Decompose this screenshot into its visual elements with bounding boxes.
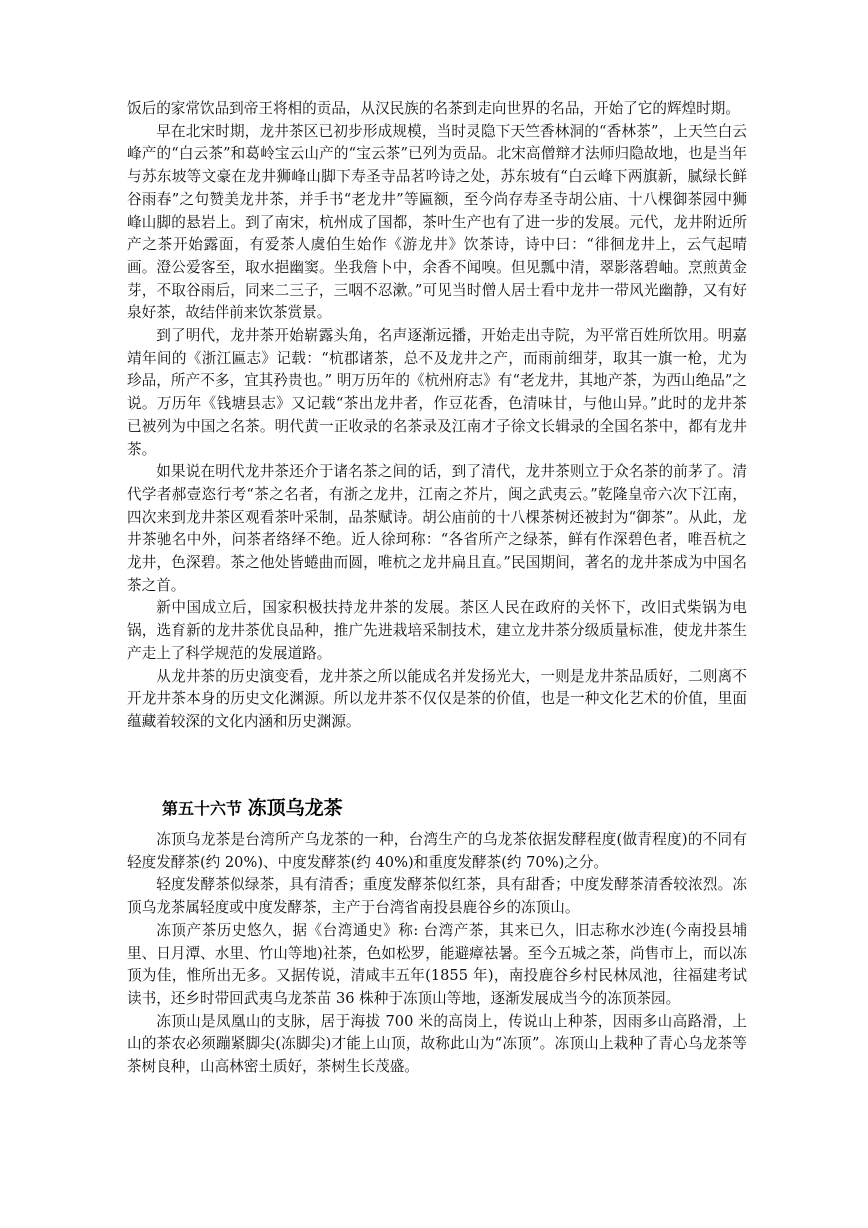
paragraph-intro: 冻顶乌龙茶是台湾所产乌龙茶的一种，台湾生产的乌龙茶依据发酵程度(做青程度)的不同有轻度发酵茶(约 20%)、中度发酵茶(约 40%)和重度发酵茶(约 70%)之分。 [127, 831, 747, 871]
paragraph-northern-song: 早在北宋时期，龙井茶区已初步形成规模，当时灵隐下天竺香林洞的“香林茶”，上天竺白云峰产的“白云茶”和葛岭宝云山产的“宝云茶”已列为贡品。北宋高僧辩才法师归隐故地，也是当年与苏东坡等文豪在龙井狮峰山脚下寿圣寺品茗吟诗之处，苏东坡有“白云峰下两旗新，腻绿长鲜谷雨春”之句赞美龙井茶，并手书“老龙井”等匾额，至今尚存寿圣寺胡公庙、十八棵御茶园中狮峰山脚的悬岩上。到了南宋，杭州成了国都，茶叶生产也有了进一步的发展。元代，龙井附近所产之茶开始露面，有爱茶人虞伯生始作《游龙井》饮茶诗，诗中曰：“徘徊龙井上，云气起晴画。澄公爱客至，取水挹幽窦。坐我詹卜中，余香不闻嗅。但见瓢中清，翠影落碧岫。烹煎黄金芽，不取谷雨后，同来二三子，三咽不忍漱。”可见当时僧人居士看中龙井一带风光幽静，又有好泉好茶，故结伴前来饮茶赏景。 [127, 122, 747, 322]
section-number: 第五十六节 [162, 799, 248, 818]
paragraph-history: 冻顶产茶历史悠久，据《台湾通史》称: 台湾产茶，其来已久，旧志称水沙连(今南投县埔里、日月潭、水里、竹山等地)社茶，色如松罗，能避瘴祛暑。至今五城之茶，尚售市上，而以冻顶为佳，惟所出无多。又据传说，清咸丰五年(1855 年)，南投鹿谷乡村民林凤池，往福建考试读书，还乡时带回武夷乌龙茶苗 36 株种于冻顶山等地，逐渐发展成当今的冻顶茶园。 [127, 921, 747, 1007]
paragraph-fermentation: 轻度发酵茶似绿茶，具有清香；重度发酵茶似红茶，具有甜香；中度发酵茶清香较浓烈。冻顶乌龙茶属轻度或中度发酵茶，主产于台湾省南投县鹿谷乡的冻顶山。 [127, 876, 747, 917]
paragraph-conclusion: 从龙井茶的历史演变看，龙井茶之所以能成名并发扬光大，一则是龙井茶品质好，二则离不开龙井茶本身的历史文化渊源。所以龙井茶不仅仅是茶的价值，也是一种文化艺术的价值，里面蕴藏着较深的文化内涵和历史渊源。 [127, 667, 747, 730]
paragraph-continued: 饭后的家常饮品到帝王将相的贡品，从汉民族的名茶到走向世界的名品，开始了它的辉煌时期。 [127, 100, 740, 117]
paragraph-new-china: 新中国成立后，国家积极扶持龙井茶的发展。茶区人民在政府的关怀下，改旧式柴锅为电锅，选育新的龙井茶优良品种，推广先进栽培采制技术，建立龙井茶分级质量标准，使龙井茶生产走上了科学规范的发展道路。 [127, 599, 747, 662]
longjing-history-section [127, 98, 747, 734]
section-heading [162, 792, 343, 820]
dongding-oolong-section [127, 829, 747, 1079]
paragraph-qing-dynasty: 如果说在明代龙井茶还介于诸名茶之间的话，到了清代，龙井茶则立于众名茶的前茅了。清代学者郝壹恣行考“茶之名者，有浙之龙井，江南之芥片，闽之武夷云。”乾隆皇帝六次下江南，四次来到龙井茶区观看茶叶采制，品茶赋诗。胡公庙前的十八棵茶树还被封为“御茶”。从此，龙井茶驰名中外，问茶者络绎不绝。近人徐珂称：“各省所产之绿茶，鲜有作深碧色者，唯吾杭之龙井，色深碧。茶之他处皆蜷曲而圆，唯杭之龙井扁且直。”民国期间，著名的龙井茶成为中国名茶之首。 [127, 463, 747, 594]
paragraph-ming-dynasty: 到了明代，龙井茶开始崭露头角，名声逐渐远播，开始走出寺院，为平常百姓所饮用。明嘉靖年间的《浙江匾志》记载：“杭郡诸茶，总不及龙井之产，而雨前细芽，取其一旗一枪，尤为珍品，所产不多，宜其矜贵也。” 明万历年的《杭州府志》有“老龙井，其地产茶，为西山绝品”之说。万历年《钱塘县志》又记载“茶出龙井者，作豆花香，色清味甘，与他山异。”此时的龙井茶已被列为中国之名茶。明代黄一正收录的名茶录及江南才子徐文长辑录的全国名茶中，都有龙井茶。 [127, 327, 747, 458]
paragraph-mountain: 冻顶山是凤凰山的支脉，居于海拔 700 米的高岗上，传说山上种茶，因雨多山高路滑，上山的茶农必须蹦紧脚尖(冻脚尖)才能上山顶，故称此山为“冻顶”。冻顶山上栽种了青心乌龙茶等茶树良种，山高林密土质好，茶树生长茂盛。 [127, 1012, 747, 1076]
section-title: 冻顶乌龙茶 [247, 797, 343, 819]
